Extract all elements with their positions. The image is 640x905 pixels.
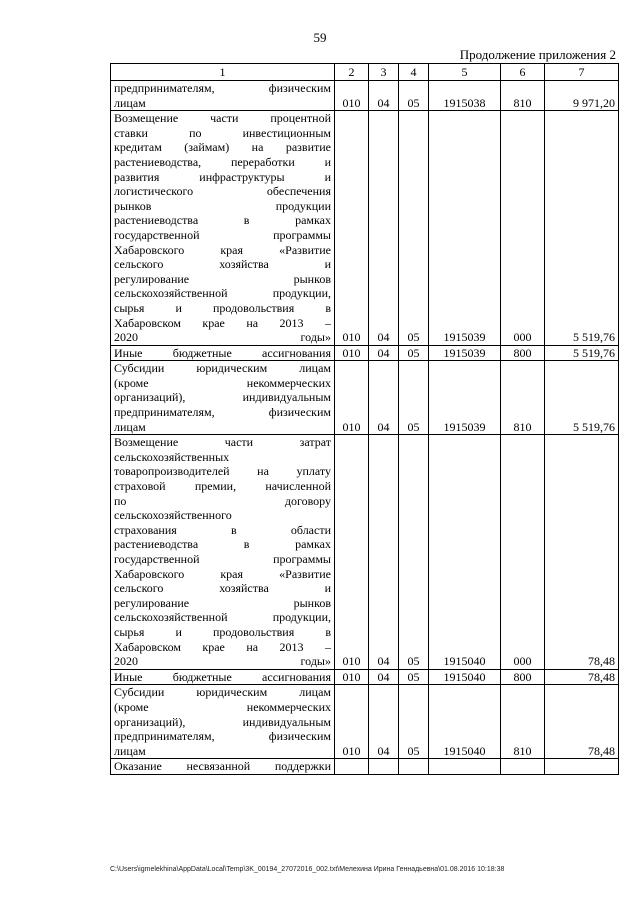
- description-line: Иные бюджетные ассигнования: [114, 669, 331, 684]
- description-line: Хабаровском крае на 2013 –: [114, 315, 331, 330]
- target-article-cell: 1915040: [429, 435, 501, 670]
- amount-cell: 5 519,76: [545, 345, 619, 361]
- description-line: Субсидии юридическим лицам: [114, 361, 331, 376]
- subsection-code-cell: 05: [399, 669, 429, 685]
- table-row: [111, 669, 619, 685]
- amount-cell: 9 971,20: [545, 81, 619, 111]
- description-line: сельскохозяйственного: [114, 508, 232, 523]
- column-header: 3: [369, 64, 399, 81]
- table-row: [111, 759, 619, 775]
- table-row: [111, 685, 619, 759]
- expense-type-cell: 810: [501, 685, 545, 759]
- table-body: [111, 81, 619, 775]
- description-line: сырья и продовольствия в: [114, 300, 331, 315]
- section-code-cell: 04: [369, 435, 399, 670]
- section-code-cell: 04: [369, 685, 399, 759]
- subsection-code-cell: 05: [399, 81, 429, 111]
- ministry-code-cell: 010: [335, 111, 369, 346]
- description-line: 2020 годы»: [114, 654, 331, 669]
- description-line: ставки по инвестиционным: [114, 125, 331, 140]
- description-line: предпринимателям, физическим: [114, 81, 331, 95]
- ministry-code-cell: 010: [335, 669, 369, 685]
- amount-cell: 5 519,76: [545, 361, 619, 435]
- description-line: Хабаровском крае на 2013 –: [114, 639, 331, 654]
- description-line: сельского хозяйства и: [114, 257, 331, 272]
- page-number: 59: [313, 30, 327, 45]
- description-line: логистического обеспечения: [114, 184, 331, 199]
- target-article-cell: 1915039: [429, 345, 501, 361]
- description-line: государственной программы: [114, 227, 331, 242]
- row-description: [111, 435, 335, 670]
- description-line: сельскохозяйственной продукции,: [114, 610, 331, 625]
- section-code-cell: 04: [369, 81, 399, 111]
- table-row: [111, 345, 619, 361]
- target-article-cell: [429, 759, 501, 775]
- section-code-cell: 04: [369, 345, 399, 361]
- section-code-cell: 04: [369, 361, 399, 435]
- amount-cell: [545, 759, 619, 775]
- column-header: 5: [429, 64, 501, 81]
- subsection-code-cell: 05: [399, 435, 429, 670]
- description-line: Хабаровского края «Развитие: [114, 242, 331, 257]
- subsection-code-cell: [399, 759, 429, 775]
- amount-cell: 78,48: [545, 685, 619, 759]
- description-line: (кроме некоммерческих: [114, 375, 331, 390]
- description-line: сырья и продовольствия в: [114, 624, 331, 639]
- description-line: лицам: [114, 419, 146, 434]
- subsection-code-cell: 05: [399, 685, 429, 759]
- target-article-cell: 1915040: [429, 669, 501, 685]
- description-line: сельского хозяйства и: [114, 581, 331, 596]
- column-header: 7: [545, 64, 619, 81]
- description-line: Возмещение части затрат: [114, 435, 331, 450]
- budget-table: [110, 63, 619, 775]
- header-row: [111, 64, 619, 81]
- amount-cell: 78,48: [545, 435, 619, 670]
- description-line: лицам: [114, 95, 146, 110]
- row-description: [111, 759, 335, 775]
- description-line: страховой премии, начисленной: [114, 479, 331, 494]
- section-code-cell: 04: [369, 669, 399, 685]
- row-description: [111, 345, 335, 361]
- description-line: рынков продукции: [114, 198, 331, 213]
- ministry-code-cell: 010: [335, 81, 369, 111]
- description-line: по договору: [114, 493, 331, 508]
- continuation-title: Продолжение приложения 2: [459, 47, 616, 62]
- description-line: страхования в области: [114, 522, 331, 537]
- row-description: [111, 669, 335, 685]
- description-line: растениеводства, переработки и: [114, 154, 331, 169]
- column-header: 2: [335, 64, 369, 81]
- expense-type-cell: 800: [501, 345, 545, 361]
- description-line: организаций), индивидуальным: [114, 714, 331, 729]
- row-description: [111, 81, 335, 111]
- table-row: [111, 361, 619, 435]
- row-description: [111, 111, 335, 346]
- description-line: Иные бюджетные ассигнования: [114, 345, 331, 360]
- table-row: [111, 111, 619, 346]
- description-line: развития инфраструктуры и: [114, 169, 331, 184]
- expense-type-cell: 800: [501, 669, 545, 685]
- description-line: (кроме некоммерческих: [114, 699, 331, 714]
- description-line: сельскохозяйственной продукции,: [114, 286, 331, 301]
- description-line: растениеводства в рамках: [114, 213, 331, 228]
- ministry-code-cell: [335, 759, 369, 775]
- expense-type-cell: 810: [501, 361, 545, 435]
- expense-type-cell: 810: [501, 81, 545, 111]
- table-row: [111, 435, 619, 670]
- description-line: кредитам (займам) на развитие: [114, 140, 331, 155]
- ministry-code-cell: 010: [335, 435, 369, 670]
- ministry-code-cell: 010: [335, 685, 369, 759]
- ministry-code-cell: 010: [335, 361, 369, 435]
- file-path-footer: C:\Users\igmelekhina\AppData\Local\Temp\3K_00194_27072016_002.txt\Мелехина Ирина Геннадьевна\01.08.2016 10:18:38: [110, 866, 505, 873]
- section-code-cell: 04: [369, 111, 399, 346]
- column-header: 4: [399, 64, 429, 81]
- description-line: Оказание несвязанной поддержки: [114, 759, 331, 774]
- expense-type-cell: [501, 759, 545, 775]
- expense-type-cell: 000: [501, 111, 545, 346]
- description-line: предпринимателям, физическим: [114, 405, 331, 420]
- description-line: государственной программы: [114, 552, 331, 566]
- description-line: предпринимателям, физическим: [114, 729, 331, 744]
- description-line: организаций), индивидуальным: [114, 390, 331, 405]
- description-line: лицам: [114, 743, 146, 758]
- description-line: регулирование рынков: [114, 595, 331, 610]
- target-article-cell: 1915038: [429, 81, 501, 111]
- description-line: сельскохозяйственных: [114, 449, 230, 464]
- row-description: [111, 361, 335, 435]
- subsection-code-cell: 05: [399, 111, 429, 346]
- target-article-cell: 1915040: [429, 685, 501, 759]
- target-article-cell: 1915039: [429, 361, 501, 435]
- expense-type-cell: 000: [501, 435, 545, 670]
- description-line: Возмещение части процентной: [114, 111, 331, 126]
- ministry-code-cell: 010: [335, 345, 369, 361]
- description-line: 2020 годы»: [114, 330, 331, 345]
- description-line: товаропроизводителей на уплату: [114, 464, 331, 479]
- column-header: 1: [111, 64, 335, 81]
- subsection-code-cell: 05: [399, 361, 429, 435]
- table-row: [111, 81, 619, 111]
- amount-cell: 78,48: [545, 669, 619, 685]
- column-header: 6: [501, 64, 545, 81]
- amount-cell: 5 519,76: [545, 111, 619, 346]
- description-line: растениеводства в рамках: [114, 537, 331, 552]
- description-line: Хабаровского края «Развитие: [114, 566, 331, 581]
- target-article-cell: 1915039: [429, 111, 501, 346]
- row-description: [111, 685, 335, 759]
- description-line: Субсидии юридическим лицам: [114, 685, 331, 700]
- subsection-code-cell: 05: [399, 345, 429, 361]
- section-code-cell: [369, 759, 399, 775]
- description-line: регулирование рынков: [114, 271, 331, 286]
